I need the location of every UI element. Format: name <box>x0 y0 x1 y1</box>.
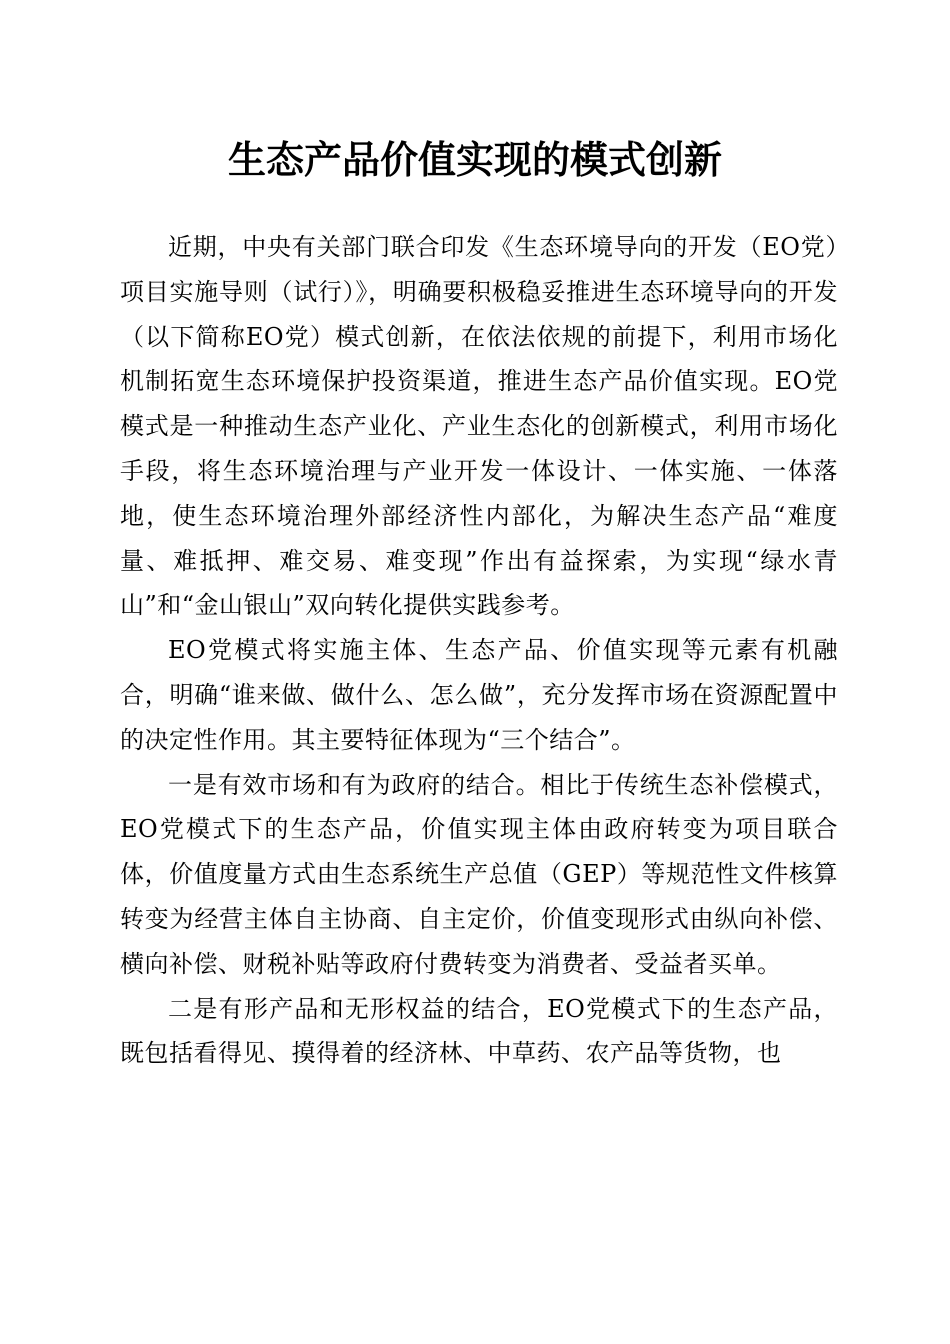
document-title: 生态产品价值实现的模式创新 <box>227 137 722 182</box>
paragraph-text: EO党模式将实施主体、生态产品、价值实现等元素有机融合，明确“谁来做、做什么、怎么做”，充分发挥市场在资源配置中的决定性作用。其主要特征体现为“三个结合”。 <box>120 636 838 754</box>
paragraph-4 <box>120 987 838 1077</box>
paragraph-text: 近期，中央有关部门联合印发《生态环境导向的开发（EO党）项目实施导则（试行）》，明确要积极稳妥推进生态环境导向的开发（以下简称EO党）模式创新，在依法依规的前提下，利用市场化机制拓宽生态环境保护投资渠道，推进生态产品价值实现。EO党模式是一种推动生态产业化、产业生态化的创新模式，利用市场化手段，将生态环境治理与产业开发一体设计、一体实施、一体落地，使生态环境治理外部经济性内部化，为解决生态产品“难度量、难抵押、难交易、难变现”作出有益探索，为实现“绿水青山”和“金山银山”双向转化提供实践参考。 <box>120 233 838 620</box>
paragraph-1 <box>120 225 838 628</box>
paragraph-2 <box>120 628 838 762</box>
paragraph-text: ，EO党模式下的生态产品，既包括看得见、摸得着的经济林、中草药、农产品等货物，也 <box>120 994 838 1068</box>
paragraph-3 <box>120 763 838 987</box>
paragraph-lead: 二是有形产品和无形权益的结合 <box>168 994 522 1023</box>
paragraph-text: 相比于传统生态补偿模式，EO党模式下的生态产品，价值实现主体由政府转变为项目联合体，价值度量方式由生态系统生产总值（GEP）等规范性文件核算转变为经营主体自主协商、自主定价，价值变现形式由纵向补偿、横向补偿、财税补贴等政府付费转变为消费者、受益者买单。 <box>120 770 839 978</box>
document-body <box>120 225 838 1076</box>
paragraph-lead: 一是有效市场和有为政府的结合。 <box>168 770 541 799</box>
